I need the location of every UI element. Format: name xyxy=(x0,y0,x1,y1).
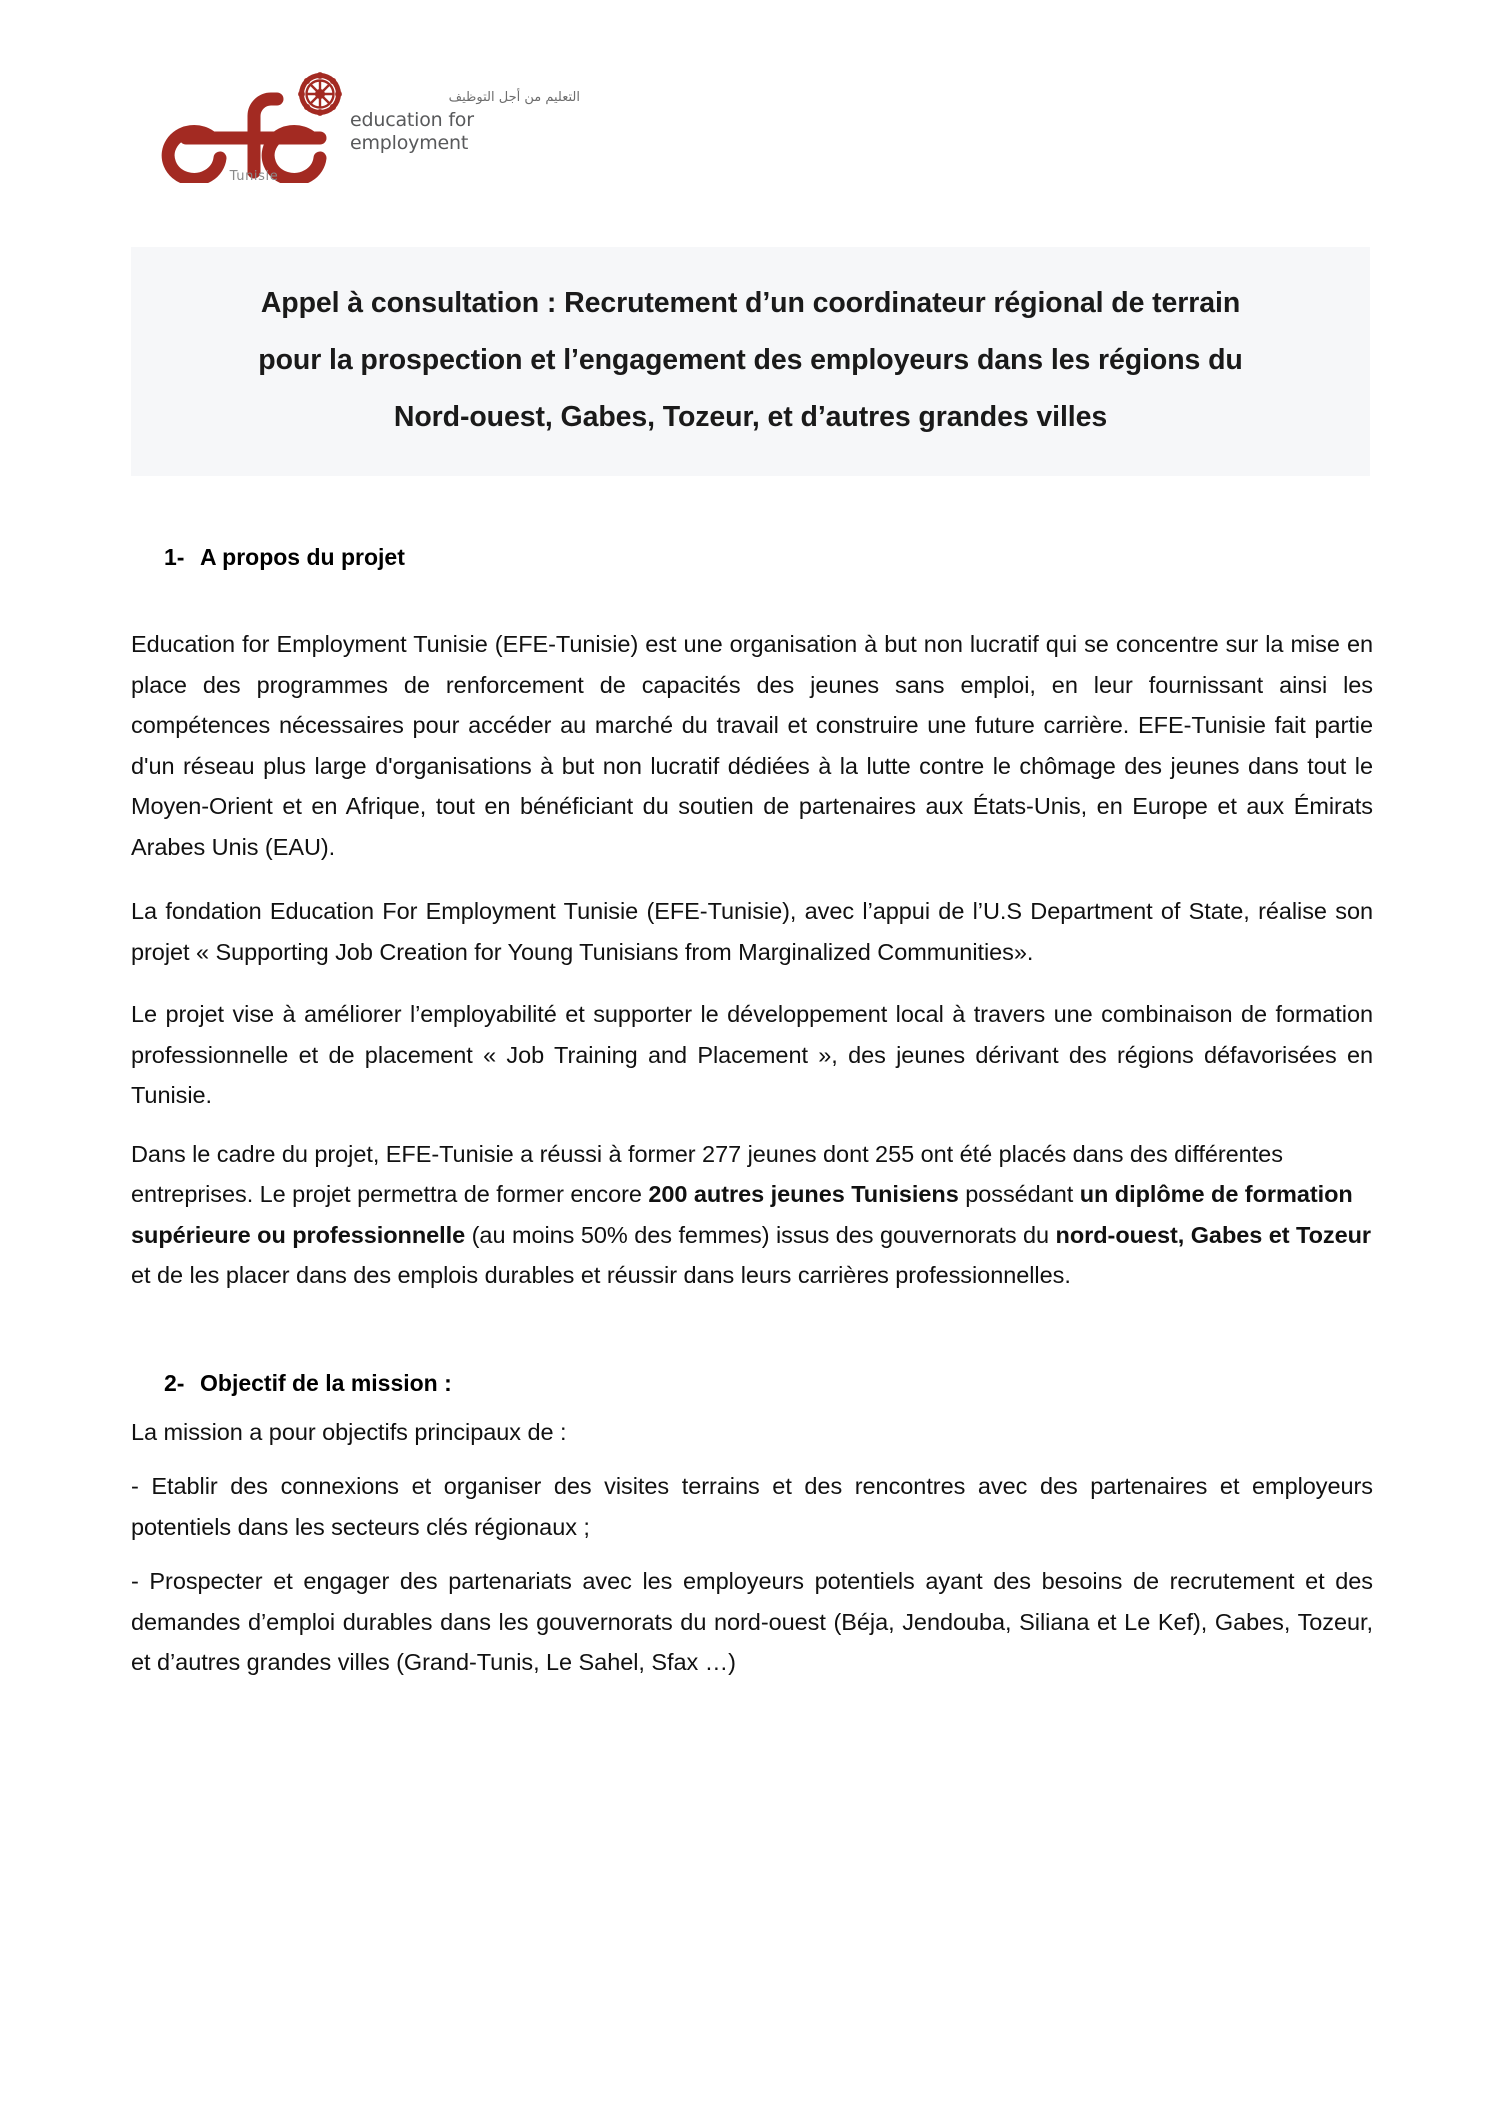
p4-bold-2: un diplôme de formation supérieure ou professionnelle xyxy=(131,1181,1353,1248)
svg-text:Tunisie: Tunisie xyxy=(229,169,279,183)
section-1-number: 1- xyxy=(164,544,185,570)
p4-text-3: (au moins 50% des femmes) issus des gouvernorats du xyxy=(465,1221,1056,1248)
efe-logo xyxy=(150,68,610,183)
section-1-paragraph-3: Le projet vise à améliorer l’employabilité et supporter le développement local à travers une combinaison de formation professionnelle et de placement « Job Training and Placement », des jeunes dérivant des régions défavorisées en Tunisie. xyxy=(131,1001,1373,1108)
p4-text-4: et de les placer dans des emplois durables et réussir dans leurs carrières professionnelles. xyxy=(131,1262,1071,1288)
p4-text-1: Dans le cadre du projet, EFE-Tunisie a réussi à former 277 jeunes dont 255 ont été placés dans des différentes entreprises. Le projet permettra de former encore xyxy=(131,1140,1283,1207)
section-2-intro: La mission a pour objectifs principaux de : xyxy=(131,1418,567,1445)
section-2-bullet-1: - Etablir des connexions et organiser des visites terrains et des rencontres avec des partenaires et employeurs potentiels dans les secteurs clés régionaux ; xyxy=(131,1473,1373,1540)
section-2-heading xyxy=(164,1366,1373,1400)
section-1-heading xyxy=(164,540,1373,574)
logo-tagline-english-line2: employment xyxy=(350,132,469,154)
section-1-paragraph-1: Education for Employment Tunisie (EFE-Tunisie) est une organisation à but non lucratif qui se concentre sur la mise en place des programmes de renforcement de capacités des jeunes sans emploi, en leur fournissant ainsi les compétences nécessaires pour accéder au marché du travail et construire une future carrière. EFE-Tunisie fait partie d'un réseau plus large d'organisations à but non lucratif dédiées à la lutte contre le chômage des jeunes dans tout le Moyen-Orient et en Afrique, tout en bénéficiant du soutien de partenaires aux États-Unis, en Europe et aux Émirats Arabes Unis (EAU). xyxy=(131,631,1373,860)
efe-logo-tagline xyxy=(350,90,580,155)
title-line-2: pour la prospection et l’engagement des employeurs dans les régions du xyxy=(258,344,1243,376)
section-2-bullet-2: - Prospecter et engager des partenariats avec les employeurs potentiels ayant des besoins de recrutement et des demandes d’emploi durables dans les gouvernorats du nord-ouest (Béja, Jendouba, Siliana et Le Kef), Gabes, Tozeur, et d’autres grandes villes (Grand-Tunis, Le Sahel, Sfax …) xyxy=(131,1568,1373,1675)
efe-logo-mark-icon xyxy=(150,68,360,183)
document-body xyxy=(131,540,1373,1683)
section-2-title: Objectif de la mission : xyxy=(200,1369,452,1396)
p4-text-2: possédant xyxy=(958,1181,1080,1207)
section-2-number: 2- xyxy=(164,1369,185,1396)
title-line-3: Nord-ouest, Gabes, Tozeur, et d’autres grandes villes xyxy=(393,401,1108,433)
logo-tagline-english-line1: education for xyxy=(350,109,474,131)
logo-tagline-arabic: التعليم من أجل التوظيف xyxy=(448,90,580,105)
document-title-band xyxy=(131,247,1370,476)
title-line-1: Appel à consultation : Recrutement d’un coordinateur régional de terrain xyxy=(260,287,1241,319)
p4-bold-3: nord-ouest, Gabes et Tozeur xyxy=(1055,1221,1372,1248)
section-1-title: A propos du projet xyxy=(200,544,405,570)
section-1-paragraph-2: La fondation Education For Employment Tunisie (EFE-Tunisie), avec l’appui de l’U.S Department of State, réalise son projet « Supporting Job Creation for Young Tunisians from Marginalized Communities». xyxy=(131,898,1373,965)
section-1-paragraph-4 xyxy=(131,1134,1373,1296)
p4-bold-1: 200 autres jeunes Tunisiens xyxy=(648,1181,959,1207)
